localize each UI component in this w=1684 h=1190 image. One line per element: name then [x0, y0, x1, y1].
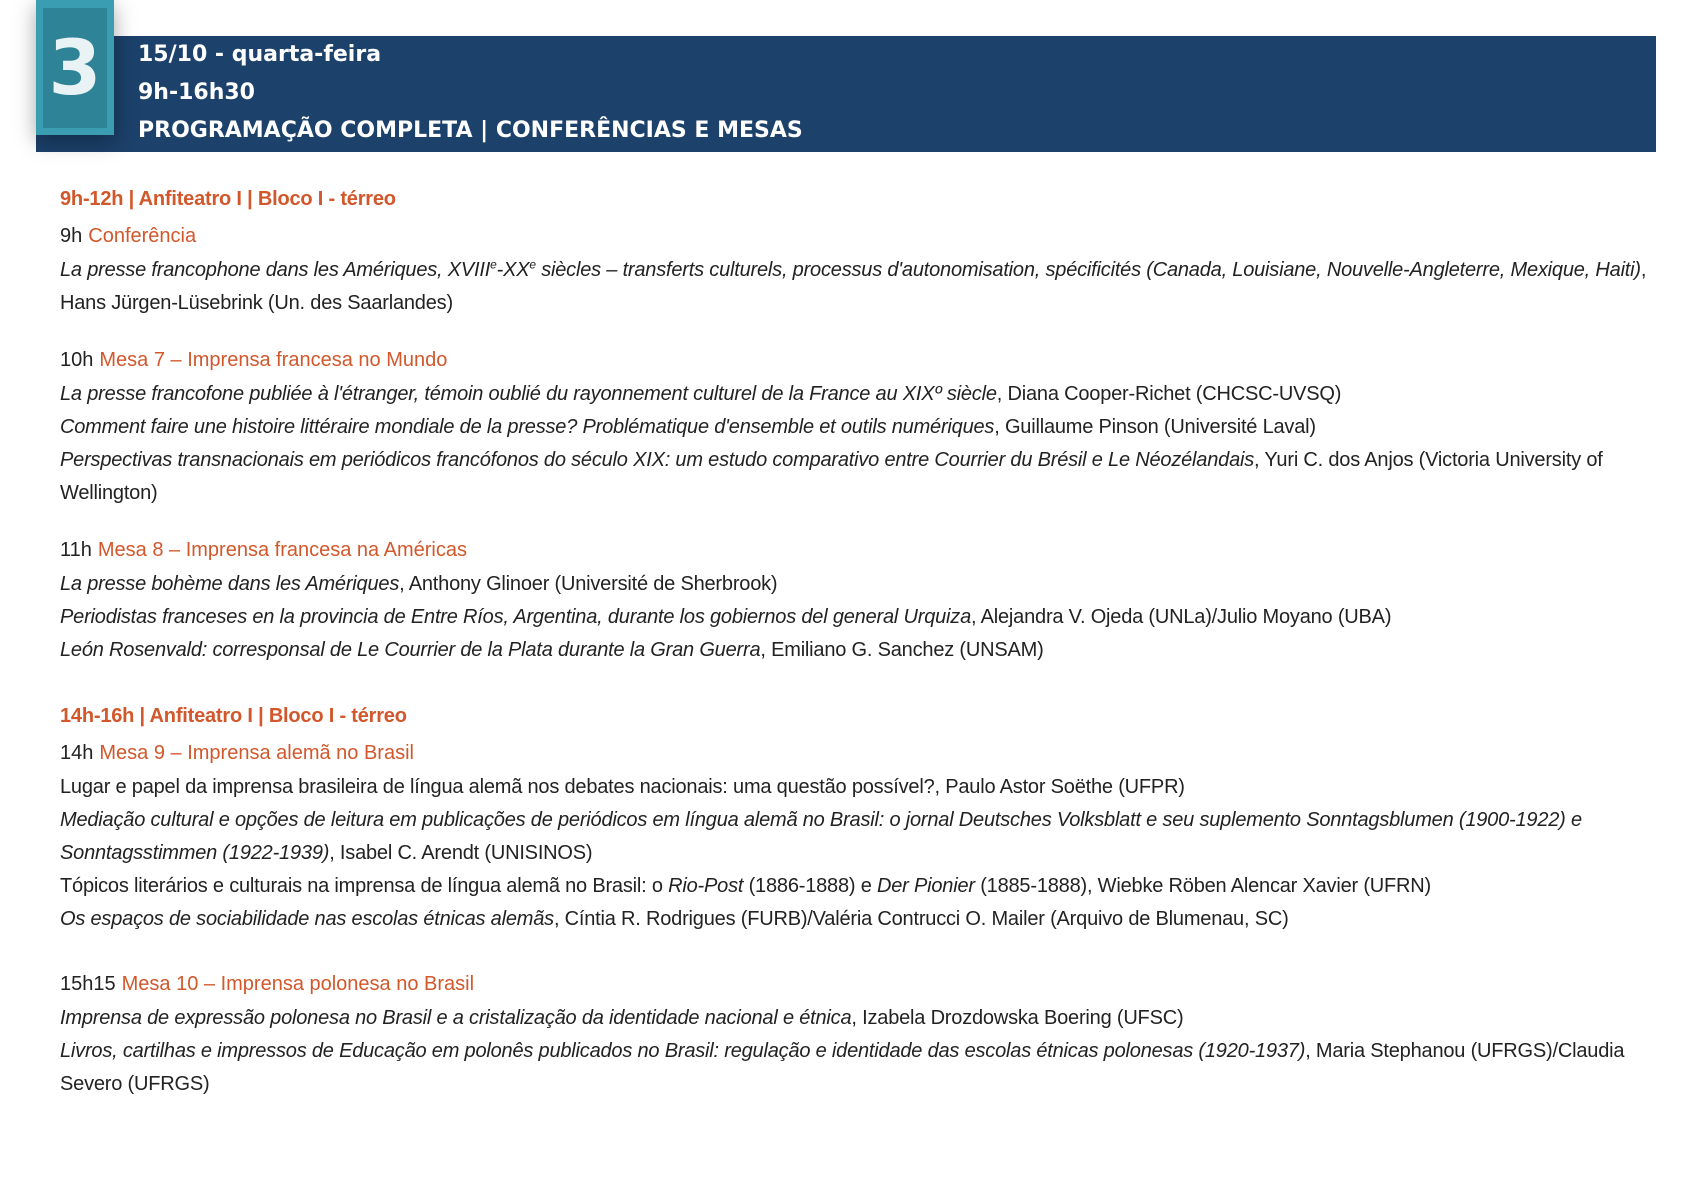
talk-title: Livros, cartilhas e impressos de Educação em polonês publicados no Brasil: regulação e identidade das escolas étnicas polonesas (1920-1937)	[60, 1040, 1306, 1062]
session-title: Conferência	[88, 225, 197, 247]
talk-item	[60, 378, 1660, 411]
program-content	[60, 180, 1660, 1101]
talk-item	[60, 568, 1660, 601]
talk-title: León Rosenvald: corresponsal de Le Courrier de la Plata durante la Gran Guerra	[60, 639, 761, 661]
block-heading-morning: 9h-12h | Anfiteatro I | Bloco I - térreo	[60, 188, 396, 210]
talk-title-part: La presse francophone dans les Amériques, XVIII	[60, 259, 491, 281]
talk-title: Mediação cultural e opções de leitura em publicações de periódicos em língua alemã no Brasil: o jornal Deutsches Volksblatt e seu suplemento Sonntagsblumen (1900-1922) e Sonntagsstimmen (1922-1939)	[60, 809, 1582, 864]
session-time: 14h	[60, 742, 94, 764]
day-badge	[36, 0, 114, 135]
talk-authors: , Anthony Glinoer (Université de Sherbrook)	[399, 573, 778, 595]
header-text	[138, 36, 803, 150]
talk-text: Lugar e papel da imprensa brasileira de língua alemã nos debates nacionais: uma questão possível?, Paulo Astor Soëthe (UFPR)	[60, 776, 1185, 798]
talk-title: Perspectivas transnacionais em periódicos francófonos do século XIX: um estudo comparativo entre Courrier du Brésil e Le Néozélandais	[60, 449, 1255, 471]
talk-authors: , Diana Cooper-Richet (CHCSC-UVSQ)	[996, 383, 1342, 405]
session-title: Mesa 8 – Imprensa francesa na Américas	[97, 539, 467, 561]
session-title: Mesa 10 – Imprensa polonesa no Brasil	[121, 973, 475, 995]
talk-authors: , Yuri C. dos Anjos (Victoria University of Wellington)	[60, 449, 1603, 504]
session-mesa-7	[60, 342, 1660, 378]
talk-title-part: siècles – transferts culturels, processus d'autonomisation, spécificités (Canada, Louisiane, Nouvelle-Angleterre, Mexique, Haiti)	[535, 259, 1641, 281]
talk-authors: , Alejandra V. Ojeda (UNLa)/Julio Moyano (UBA)	[971, 606, 1392, 628]
block-heading-afternoon: 14h-16h | Anfiteatro I | Bloco I - térreo	[60, 705, 407, 727]
talk-item	[60, 254, 1660, 320]
session-time: 10h	[60, 349, 94, 371]
talk-title: Periodistas franceses en la provincia de Entre Ríos, Argentina, durante los gobiernos del general Urquiza	[60, 606, 972, 628]
talk-authors: , Izabela Drozdowska Boering (UFSC)	[851, 1007, 1184, 1029]
talk-item	[60, 444, 1660, 510]
session-mesa-9	[60, 735, 1660, 771]
talk-item	[60, 1035, 1660, 1101]
talk-authors: , Guillaume Pinson (Université Laval)	[994, 416, 1316, 438]
talk-item	[60, 771, 1660, 804]
talk-title: Imprensa de expressão polonesa no Brasil e a cristalização da identidade nacional e étnica	[60, 1007, 852, 1029]
header-hours: 9h-16h30	[138, 80, 255, 105]
talk-item	[60, 601, 1660, 634]
talk-item	[60, 634, 1660, 667]
header-date: 15/10 - quarta-feira	[138, 42, 382, 67]
talk-item	[60, 903, 1660, 936]
talk-authors: , Hans Jürgen-Lüsebrink (Un. des Saarlandes)	[60, 259, 1647, 314]
session-time: 15h15	[60, 973, 116, 995]
day-number: 3	[43, 8, 107, 128]
talk-item	[60, 804, 1660, 870]
talk-title: Os espaços de sociabilidade nas escolas étnicas alemãs	[60, 908, 554, 930]
session-time: 11h	[60, 539, 92, 561]
talk-title: La presse bohème dans les Amériques	[60, 573, 400, 595]
session-title: Mesa 9 – Imprensa alemã no Brasil	[99, 742, 414, 764]
talk-text: (1885-1888), Wiebke Röben Alencar Xavier (UFRN)	[974, 875, 1431, 897]
periodical-name: Rio-Post	[668, 875, 744, 897]
talk-title: Comment faire une histoire littéraire mondiale de la presse? Problématique d'ensemble et outils numériques	[60, 416, 995, 438]
session-title: Mesa 7 – Imprensa francesa no Mundo	[99, 349, 448, 371]
talk-item	[60, 1002, 1660, 1035]
talk-text: Tópicos literários e culturais na imprensa de língua alemã no Brasil: o	[60, 875, 669, 897]
session-mesa-10	[60, 966, 1660, 1002]
periodical-name: Der Pionier	[877, 875, 975, 897]
talk-text: (1886-1888) e	[743, 875, 877, 897]
talk-authors: , Maria Stephanou (UFRGS)/Claudia Severo (UFRGS)	[60, 1040, 1625, 1095]
session-mesa-8	[60, 532, 1660, 568]
session-time: 9h	[60, 225, 83, 247]
talk-title-part: -XX	[496, 259, 530, 281]
header-program: PROGRAMAÇÃO COMPLETA | CONFERÊNCIAS E MESAS	[138, 118, 803, 143]
session-conference	[60, 218, 1660, 254]
talk-authors: , Cíntia R. Rodrigues (FURB)/Valéria Contrucci O. Mailer (Arquivo de Blumenau, SC)	[553, 908, 1289, 930]
talk-item	[60, 870, 1660, 903]
talk-item	[60, 411, 1660, 444]
talk-title: La presse francofone publiée à l'étranger, témoin oublié du rayonnement culturel de la France au XIXº siècle	[60, 383, 997, 405]
superscript: e	[490, 257, 497, 272]
superscript: e	[529, 257, 536, 272]
talk-authors: , Isabel C. Arendt (UNISINOS)	[329, 842, 593, 864]
talk-authors: , Emiliano G. Sanchez (UNSAM)	[760, 639, 1044, 661]
